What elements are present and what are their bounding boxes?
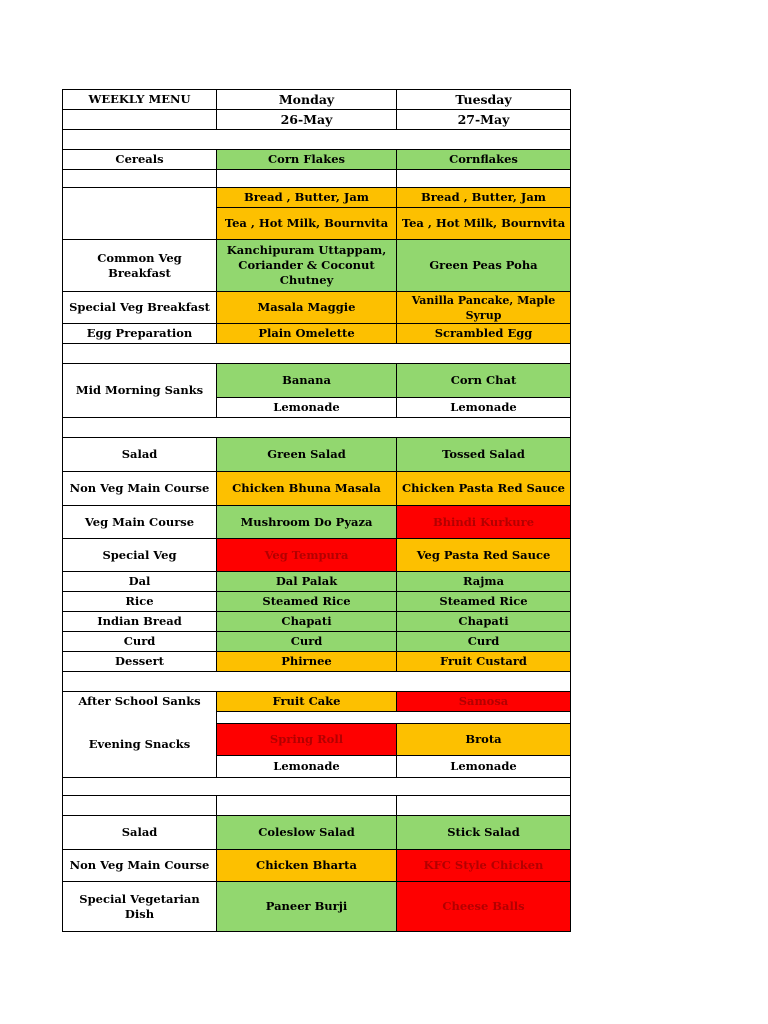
menu-cell: Paneer Burji [217, 882, 397, 932]
row-label: Dessert [63, 652, 217, 672]
spacer-row [63, 418, 571, 438]
spacer-cell [63, 418, 571, 438]
menu-cell: Plain Omelette [217, 324, 397, 344]
day-tuesday: Tuesday [397, 90, 571, 110]
menu-cell: Samosa [397, 692, 571, 712]
menu-cell: Chapati [397, 612, 571, 632]
day-monday: Monday [217, 90, 397, 110]
menu-line: Coriander & Coconut Chutney [238, 258, 375, 287]
spacer-cell [63, 344, 571, 364]
menu-cell: Lemonade [217, 398, 397, 418]
blank-cell [217, 170, 397, 188]
blank-cell [63, 110, 217, 130]
spacer-row [63, 344, 571, 364]
menu-cell: Curd [217, 632, 397, 652]
lunch-non-veg-row [63, 472, 571, 506]
menu-cell: Lemonade [397, 398, 571, 418]
header-row [63, 90, 571, 110]
row-label: Special Vegetarian Dish [63, 882, 217, 932]
menu-cell: Steamed Rice [217, 592, 397, 612]
row-label: After School Sanks [63, 692, 217, 712]
menu-cell: Stick Salad [397, 816, 571, 850]
blank-cell [397, 796, 571, 816]
lunch-veg-main-row [63, 506, 571, 539]
row-label: Common Veg Breakfast [63, 240, 217, 292]
lunch-dal-row [63, 572, 571, 592]
lunch-dessert-row [63, 652, 571, 672]
row-label: Non Veg Main Course [63, 472, 217, 506]
menu-cell: Chicken Bharta [217, 850, 397, 882]
menu-cell: Fruit Cake [217, 692, 397, 712]
row-label: Non Veg Main Course [63, 850, 217, 882]
spacer-cell [63, 130, 571, 150]
special-veg-breakfast-row [63, 292, 571, 324]
menu-cell: Curd [397, 632, 571, 652]
menu-cell: Lemonade [217, 756, 397, 778]
lunch-special-veg-row [63, 539, 571, 572]
row-label: Salad [63, 438, 217, 472]
dinner-salad-row [63, 816, 571, 850]
menu-cell: Green Peas Poha [397, 240, 571, 292]
spacer-cell [63, 672, 571, 692]
menu-cell: Bread , Butter, Jam [397, 188, 571, 208]
menu-cell: Banana [217, 364, 397, 398]
menu-cell: KFC Style Chicken [397, 850, 571, 882]
lunch-rice-row [63, 592, 571, 612]
cereals-row [63, 150, 571, 170]
dinner-non-veg-row [63, 850, 571, 882]
date-monday: 26-May [217, 110, 397, 130]
menu-cell: Rajma [397, 572, 571, 592]
blank-cell [63, 170, 217, 188]
menu-cell: Spring Roll [217, 724, 397, 756]
gap-row [63, 712, 571, 724]
after-school-row [63, 692, 571, 712]
row-label: Mid Morning Sanks [63, 364, 217, 418]
date-tuesday: 27-May [397, 110, 571, 130]
dinner-special-veg-row [63, 882, 571, 932]
menu-cell: Tea , Hot Milk, Bournvita [397, 208, 571, 240]
row-label: Dal [63, 572, 217, 592]
blank-cell [397, 170, 571, 188]
menu-cell: Bhindi Kurkure [397, 506, 571, 539]
menu-cell: Mushroom Do Pyaza [217, 506, 397, 539]
egg-row [63, 324, 571, 344]
blank-cell [63, 796, 217, 816]
row-label: Evening Snacks [63, 712, 217, 778]
menu-line: Kanchipuram Uttappam, [226, 243, 387, 257]
row-label: Veg Main Course [63, 506, 217, 539]
blank-cell [217, 712, 397, 724]
menu-cell: Corn Chat [397, 364, 571, 398]
menu-cell: Green Salad [217, 438, 397, 472]
menu-cell: Chicken Pasta Red Sauce [397, 472, 571, 506]
blank-cell [217, 796, 397, 816]
menu-cell: Brota [397, 724, 571, 756]
menu-title: WEEKLY MENU [63, 90, 217, 110]
row-label: Curd [63, 632, 217, 652]
menu-cell: Dal Palak [217, 572, 397, 592]
spacer-row [63, 778, 571, 796]
bread-row [63, 188, 571, 208]
menu-cell: Fruit Custard [397, 652, 571, 672]
menu-cell: Coleslow Salad [217, 816, 397, 850]
menu-cell: Chapati [217, 612, 397, 632]
row-label: Special Veg Breakfast [63, 292, 217, 324]
row-label: Salad [63, 816, 217, 850]
menu-cell: Cornflakes [397, 150, 571, 170]
menu-cell: Veg Pasta Red Sauce [397, 539, 571, 572]
menu-cell: Masala Maggie [217, 292, 397, 324]
menu-cell: Chicken Bhuna Masala [217, 472, 397, 506]
common-veg-row [63, 240, 571, 292]
blank-label-cell [63, 188, 217, 240]
blank-cell [397, 712, 571, 724]
row-label: Rice [63, 592, 217, 612]
lunch-curd-row [63, 632, 571, 652]
menu-cell: Vanilla Pancake, Maple Syrup [397, 292, 571, 324]
menu-cell: Corn Flakes [217, 150, 397, 170]
lunch-salad-row [63, 438, 571, 472]
row-label: Indian Bread [63, 612, 217, 632]
spacer-cell [63, 778, 571, 796]
menu-cell: Tea , Hot Milk, Bournvita [217, 208, 397, 240]
menu-cell: Phirnee [217, 652, 397, 672]
menu-cell: Scrambled Egg [397, 324, 571, 344]
menu-cell: Steamed Rice [397, 592, 571, 612]
row-label: Special Veg [63, 539, 217, 572]
row-label: Egg Preparation [63, 324, 217, 344]
lunch-bread-row [63, 612, 571, 632]
menu-cell: Cheese Balls [397, 882, 571, 932]
menu-cell: Veg Tempura [217, 539, 397, 572]
menu-cell: Tossed Salad [397, 438, 571, 472]
menu-cell [217, 240, 397, 292]
blank-row [63, 796, 571, 816]
spacer-row [63, 672, 571, 692]
menu-cell: Bread , Butter, Jam [217, 188, 397, 208]
mid-morning-row [63, 364, 571, 398]
spacer-row [63, 130, 571, 150]
row-label: Cereals [63, 150, 217, 170]
menu-cell: Lemonade [397, 756, 571, 778]
date-row [63, 110, 571, 130]
weekly-menu-table [62, 89, 571, 932]
blank-row [63, 170, 571, 188]
